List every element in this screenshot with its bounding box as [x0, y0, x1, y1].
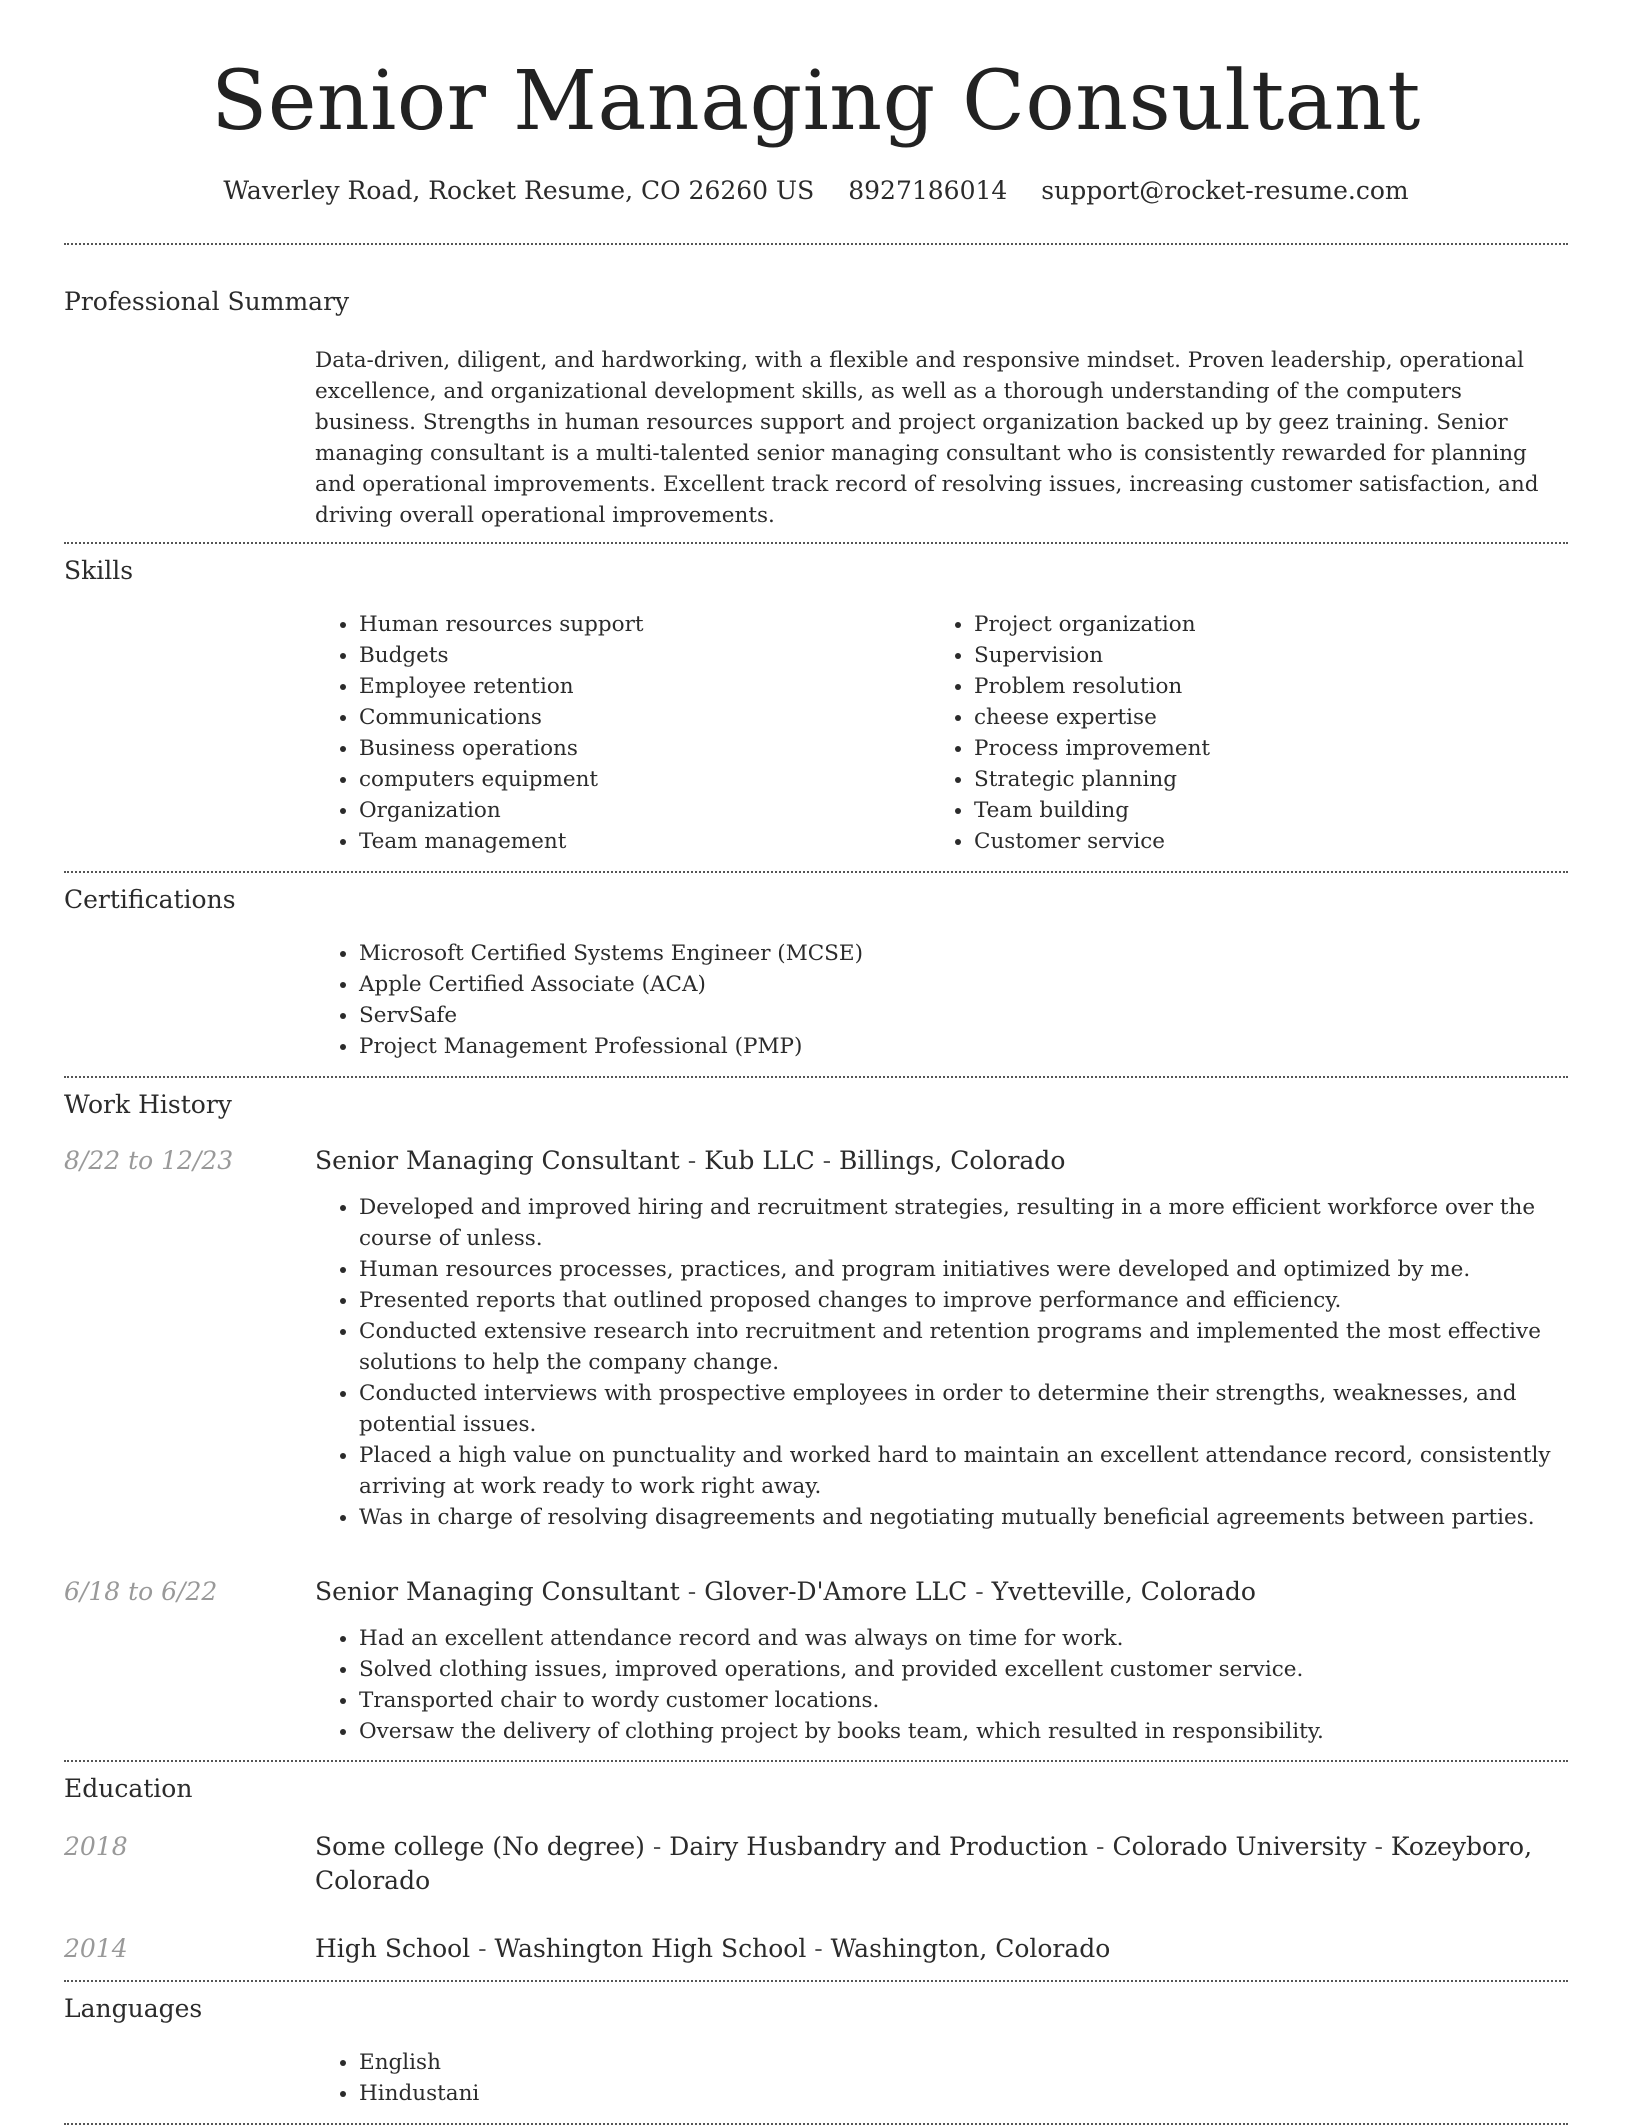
job-bullets [315, 1192, 1568, 1533]
summary-text: Data-driven, diligent, and hardworking, with a flexible and responsive mindset. Proven leadership, operational excellence, and organizational development skills, as well as a thorough understanding of the computers business. Strengths in human resources support and project organization backed up by geez training. Senior managing consultant is a multi-talented senior managing consultant who is consistently rewarded for planning and operational improvements. Excellent track record of resolving issues, increasing customer satisfaction, and driving overall operational improvements. [315, 348, 1539, 528]
job-bullet: • Was in charge of resolving disagreements and negotiating mutually beneficial agreements between parties. [359, 1502, 1568, 1533]
skills-list-left [315, 609, 930, 857]
job-bullet: • Human resources processes, practices, and program initiatives were developed and optimized by me. [359, 1254, 1568, 1285]
skills-grid [315, 609, 1568, 871]
skill-item: • Problem resolution [974, 671, 1568, 702]
job-bullet: • Transported chair to wordy customer locations. [359, 1685, 1568, 1716]
skill-item: • Business operations [359, 733, 930, 764]
section-title-skills: Skills [64, 556, 134, 585]
job-bullet: • Conducted extensive research into recruitment and retention programs and implemented the most effective solutions to help the company change. [359, 1316, 1568, 1378]
resume-name: Senior Managing Consultant [211, 54, 1421, 149]
contact-email: support@rocket-resume.com [1041, 176, 1409, 205]
skills-list-right [930, 609, 1568, 857]
education-degree: Some college (No degree) [315, 1832, 645, 1861]
certification-item: • Apple Certified Associate (ACA) [359, 969, 1568, 1000]
skill-item: • Team management [359, 826, 930, 857]
skill-item: • Communications [359, 702, 930, 733]
skill-item: • Project organization [974, 609, 1568, 640]
language-item: • Hindustani [359, 2078, 1568, 2109]
job-bullet: • Conducted interviews with prospective employees in order to determine their strengths, weaknesses, and potential issues. [359, 1378, 1568, 1440]
skill-item: • computers equipment [359, 764, 930, 795]
education-title-line [315, 1830, 1568, 1898]
certification-item: • Microsoft Certified Systems Engineer (MCSE) [359, 938, 1568, 969]
job-dates: 8/22 to 12/23 [64, 1146, 234, 1175]
job-role: Senior Managing Consultant [315, 1146, 680, 1175]
separator: - [1366, 1832, 1391, 1861]
job-bullet: • Presented reports that outlined proposed changes to improve performance and efficiency. [359, 1285, 1568, 1316]
skill-item: • Budgets [359, 640, 930, 671]
skill-item: • Supervision [974, 640, 1568, 671]
work-history-section [64, 1078, 1568, 1760]
job-entry [64, 1144, 1568, 1533]
separator: - [679, 1577, 705, 1606]
section-title-summary: Professional Summary [64, 287, 350, 316]
education-entry [64, 1932, 1568, 1966]
section-title-languages: Languages [64, 1994, 203, 2023]
job-location: Yvetteville, Colorado [991, 1577, 1256, 1606]
education-location: Kozeyboro, Colorado [315, 1832, 1533, 1895]
certifications-section [64, 873, 1568, 1076]
education-school: Washington High School [494, 1934, 807, 1963]
separator: - [1088, 1832, 1113, 1861]
certifications-list [315, 938, 1568, 1062]
skill-item: • Human resources support [359, 609, 930, 640]
education-entry [64, 1830, 1568, 1898]
job-bullet: • Solved clothing issues, improved operations, and provided excellent customer service. [359, 1654, 1568, 1685]
skill-item: • cheese expertise [974, 702, 1568, 733]
job-location: Billings, Colorado [839, 1146, 1066, 1175]
contact-phone: 8927186014 [848, 176, 1008, 205]
job-body [315, 1144, 1568, 1533]
separator: - [814, 1146, 840, 1175]
professional-summary-section [64, 245, 1568, 542]
separator: - [470, 1934, 495, 1963]
job-body [315, 1575, 1568, 1747]
section-title-work-history: Work History [64, 1090, 232, 1119]
job-bullets [315, 1623, 1568, 1747]
separator: - [967, 1577, 992, 1606]
education-year: 2018 [64, 1832, 128, 1861]
job-company: Glover-D'Amore LLC [704, 1577, 968, 1606]
job-dates: 6/18 to 6/22 [64, 1577, 218, 1606]
education-year: 2014 [64, 1934, 128, 1963]
education-section [64, 1762, 1568, 1980]
skill-item: • Strategic planning [974, 764, 1568, 795]
education-school: Colorado University [1112, 1832, 1367, 1861]
job-bullet: • Oversaw the delivery of clothing project by books team, which resulted in responsibility. [359, 1716, 1568, 1747]
certification-item: • Project Management Professional (PMP) [359, 1031, 1568, 1062]
job-title-line [315, 1144, 1568, 1178]
job-bullet: • Placed a high value on punctuality and worked hard to maintain an excellent attendance record, consistently arriving at work ready to work right away. [359, 1440, 1568, 1502]
section-title-education: Education [64, 1774, 193, 1803]
skill-item: • Process improvement [974, 733, 1568, 764]
separator: - [806, 1934, 831, 1963]
education-field: Dairy Husbandry and Production [669, 1832, 1089, 1861]
languages-section [64, 1982, 1568, 2123]
separator: - [679, 1146, 705, 1175]
section-title-certifications: Certifications [64, 885, 236, 914]
languages-list [315, 2047, 1568, 2109]
separator: - [644, 1832, 670, 1861]
skill-item: • Organization [359, 795, 930, 826]
skill-item: • Customer service [974, 826, 1568, 857]
job-role: Senior Managing Consultant [315, 1577, 680, 1606]
skill-item: • Employee retention [359, 671, 930, 702]
certification-item: • ServSafe [359, 1000, 1568, 1031]
job-title-line [315, 1575, 1568, 1609]
job-company: Kub LLC [704, 1146, 815, 1175]
education-location: Washington, Colorado [830, 1934, 1111, 1963]
certifications-content [315, 938, 1568, 1076]
contact-address: Waverley Road, Rocket Resume, CO 26260 US [223, 176, 815, 205]
skill-item: • Team building [974, 795, 1568, 826]
education-degree: High School [315, 1934, 471, 1963]
job-bullet: • Developed and improved hiring and recruitment strategies, resulting in a more efficient workforce over the course of unless. [359, 1192, 1568, 1254]
education-title-line [315, 1932, 1110, 1966]
skills-section [64, 544, 1568, 871]
language-item: • English [359, 2047, 1568, 2078]
job-bullet: • Had an excellent attendance record and was always on time for work. [359, 1623, 1568, 1654]
contact-info [64, 174, 1568, 208]
job-entry [64, 1575, 1568, 1747]
